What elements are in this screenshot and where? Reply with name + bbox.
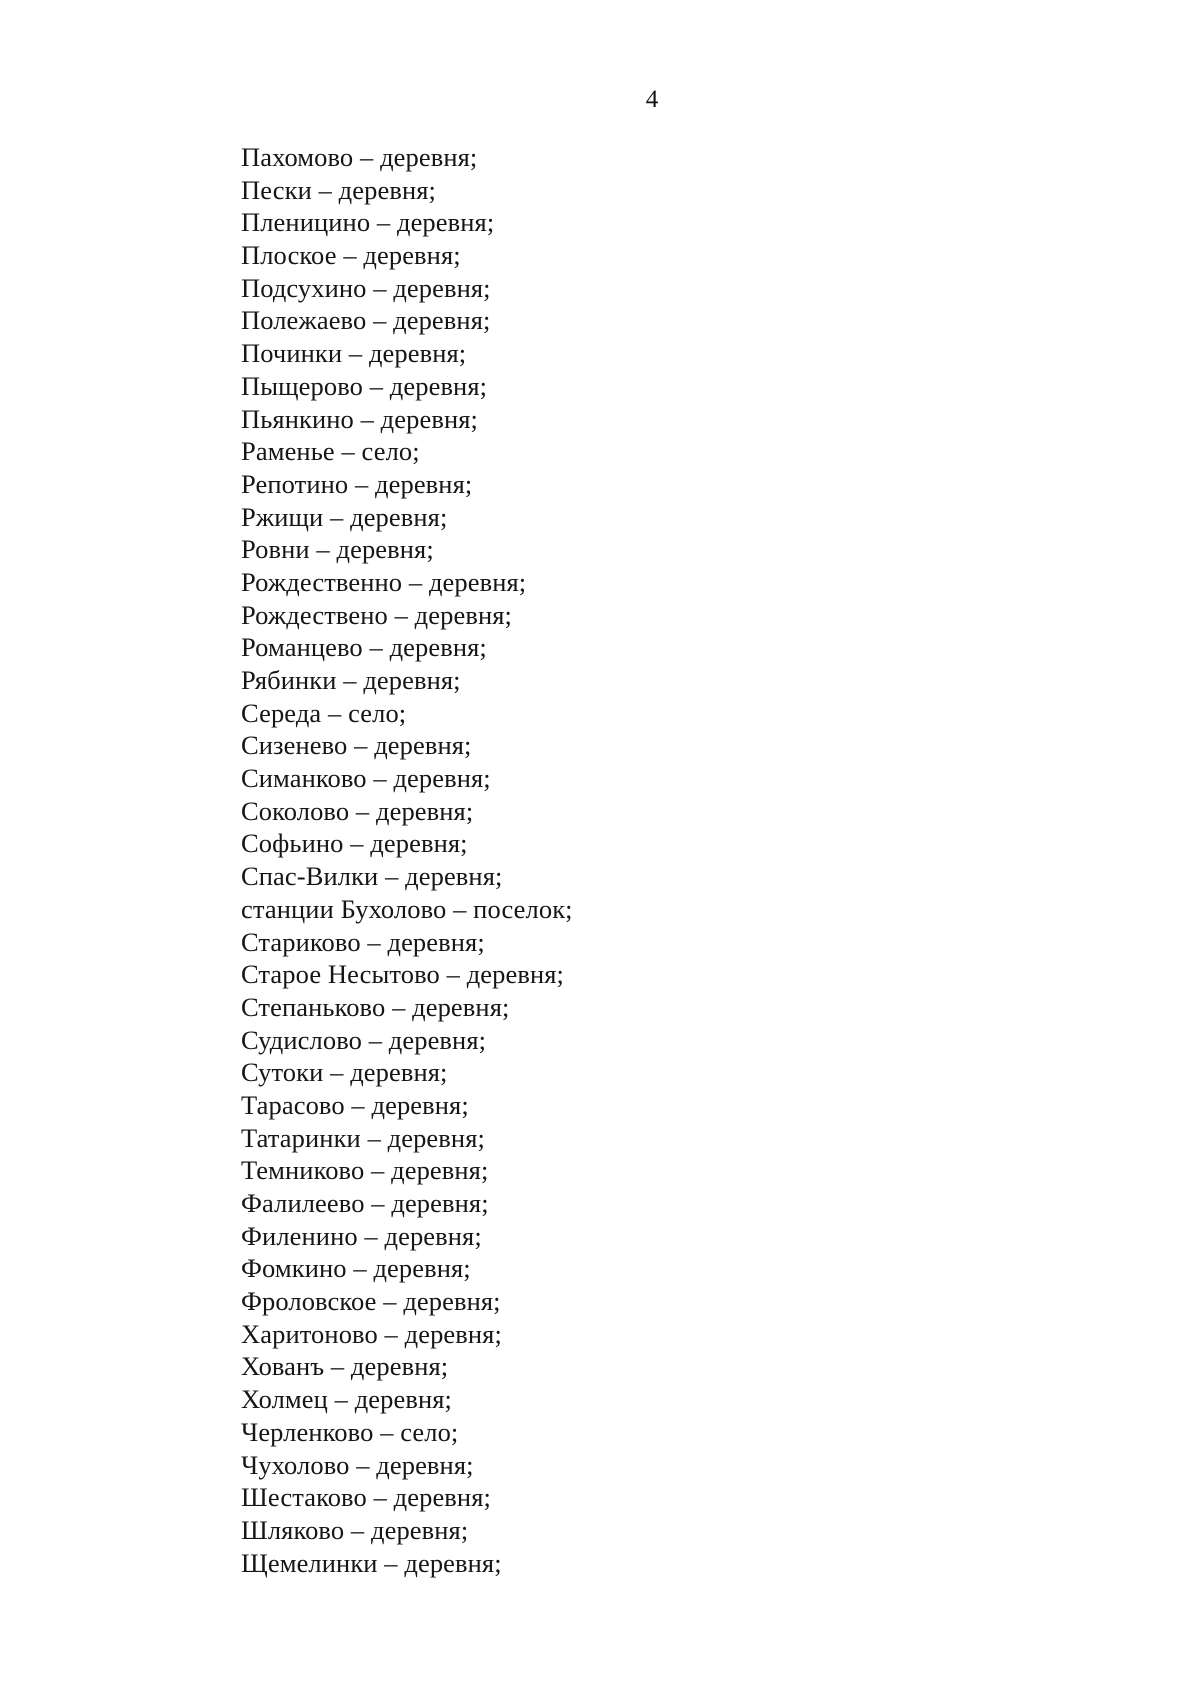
settlement-item: Починки – деревня; [241,338,467,369]
settlement-item: Романцево – деревня; [241,632,487,663]
settlement-item: Фалилеево – деревня; [241,1188,489,1218]
settlement-item: Спас-Вилки – деревня; [241,861,503,892]
settlement-item: Степаньково – деревня; [241,991,510,1022]
settlement-item: Холмец – деревня; [241,1384,453,1415]
settlement-item: Сизенево – деревня; [241,730,472,761]
settlement-item: Симанково – деревня; [241,763,491,794]
settlement-item: Хованъ – деревня; [241,1351,449,1382]
settlement-item: Пахомово – деревня; [241,142,478,172]
settlement-item: Соколово – деревня; [241,795,474,826]
settlement-item: Раменье – село; [241,436,420,467]
settlement-item: Пески – деревня; [241,174,436,205]
settlement-item: Сутоки – деревня; [241,1057,448,1088]
settlement-item: Плоское – деревня; [241,240,461,271]
settlement-item: Середа – село; [241,697,407,728]
settlement-item: Ржищи – деревня; [241,501,448,532]
settlement-list [241,141,941,1579]
settlement-item: Полежаево – деревня; [241,305,491,336]
settlement-item: Ровни – деревня; [241,534,434,565]
settlement-item: Подсухино – деревня; [241,272,491,303]
settlement-item: Харитоново – деревня; [241,1318,502,1349]
settlement-item: Шестаково – деревня; [241,1482,491,1513]
settlement-item: Чухолово – деревня; [241,1449,474,1480]
settlement-item: Филенино – деревня; [241,1220,482,1251]
settlement-item: Темниково – деревня; [241,1155,489,1186]
page-number: 4 [645,86,659,113]
settlement-item: Софьино – деревня; [241,828,468,859]
settlement-item: Стариково – деревня; [241,926,485,957]
settlement-item: Пьянкино – деревня; [241,403,478,434]
settlement-item: Фомкино – деревня; [241,1253,471,1284]
settlement-item: Рябинки – деревня; [241,665,461,695]
settlement-item: Рождественно – деревня; [241,566,527,597]
settlement-item: Шляково – деревня; [241,1514,469,1545]
settlement-item: Пленицино – деревня; [241,207,495,238]
settlement-item: Судислово – деревня; [241,1024,487,1055]
settlement-item: Репотино – деревня; [241,468,473,499]
settlement-item: Фроловское – деревня; [241,1286,501,1317]
settlement-item: Черленково – село; [241,1416,459,1447]
settlement-item: Татаринки – деревня; [241,1122,485,1153]
settlement-item: Тарасово – деревня; [241,1089,469,1120]
settlement-item: Рождествено – деревня; [241,599,512,630]
settlement-item: Старое Несытово – деревня; [241,959,564,990]
settlement-item: станции Бухолово – поселок; [241,893,573,924]
settlement-item: Пыщерово – деревня; [241,370,488,401]
settlement-item: Щемелинки – деревня; [241,1547,502,1578]
